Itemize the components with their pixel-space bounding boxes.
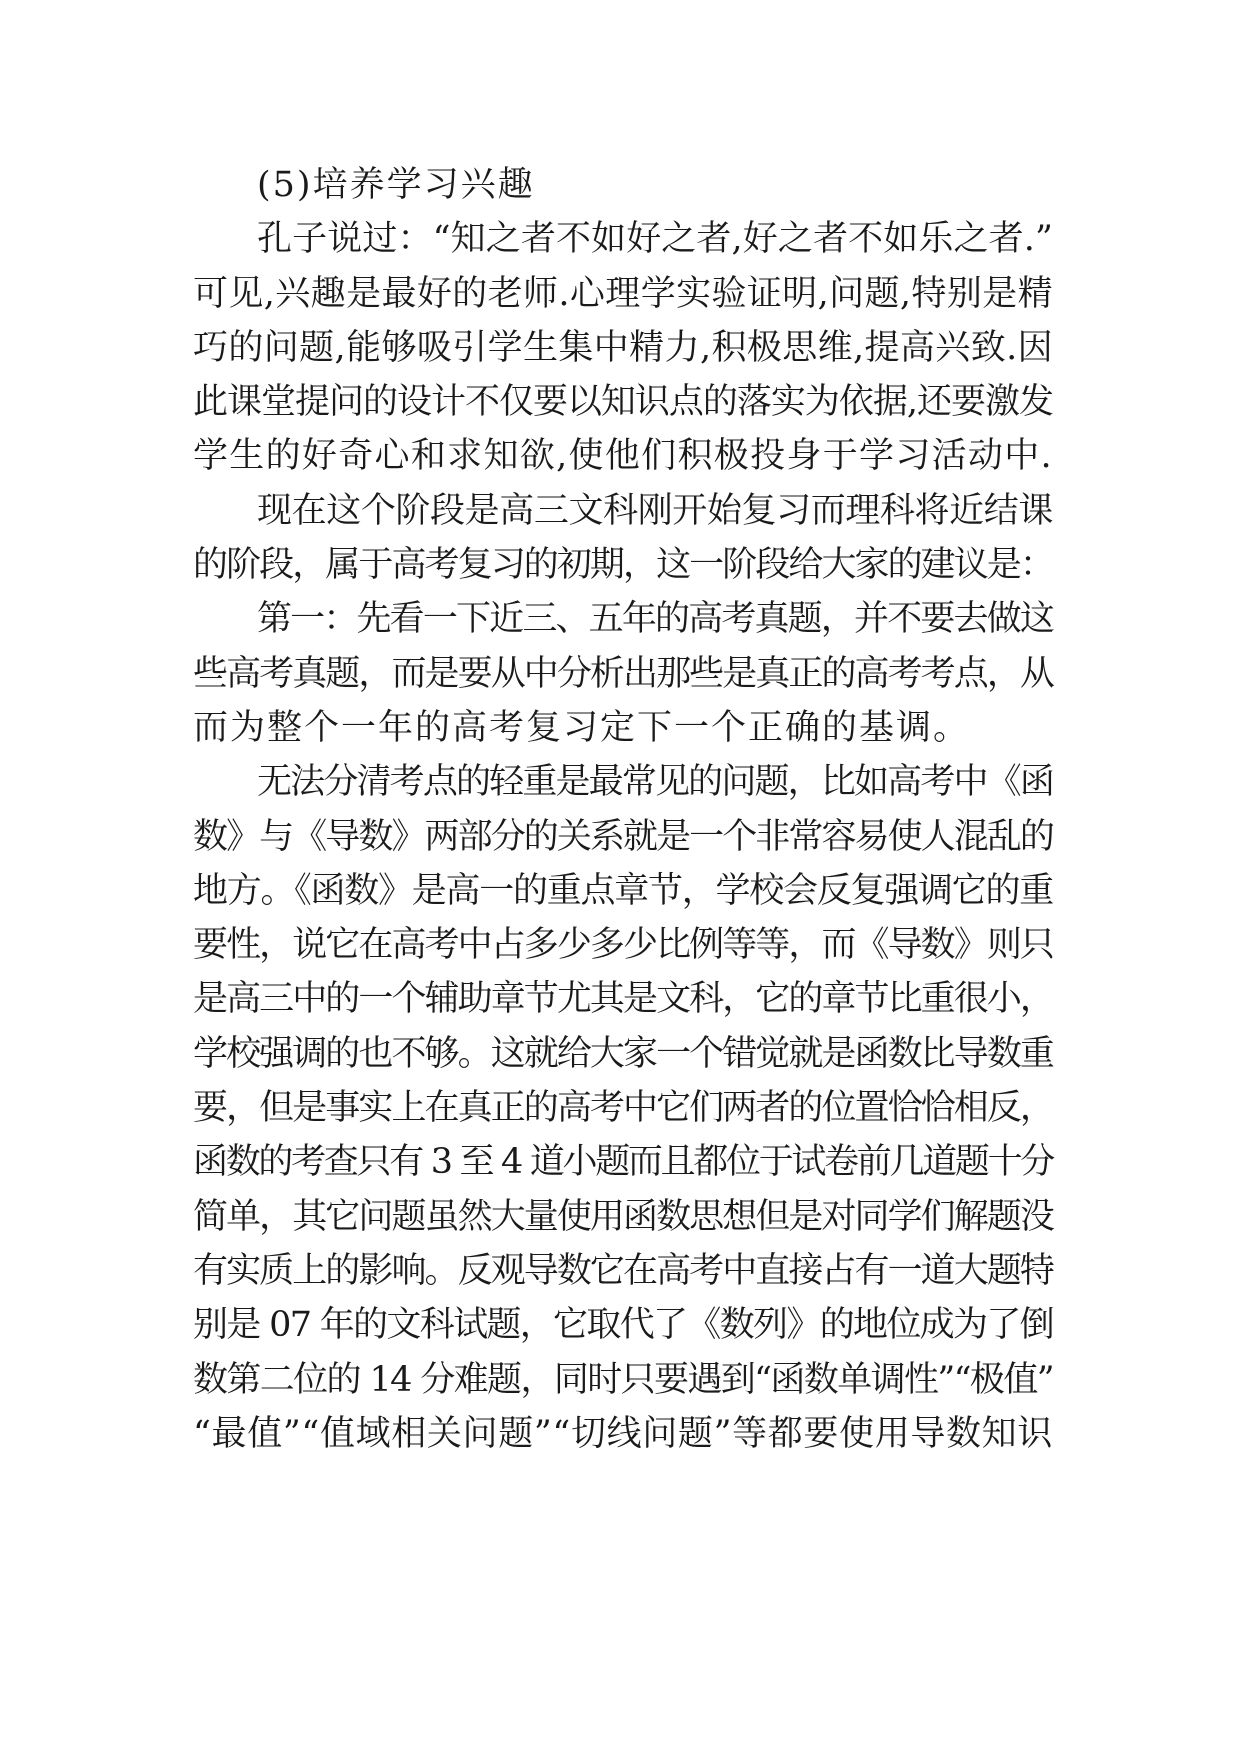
paragraph-line: 无法分清考点的轻重是最常见的问题，比如高考中《函 bbox=[257, 762, 1053, 803]
paragraph-line: 是高三中的一个辅助章节尤其是文科，它的章节比重很小， bbox=[193, 979, 1053, 1020]
paragraph-line: 学生的好奇心和求知欲,使他们积极投身于学习活动中. bbox=[193, 436, 1053, 477]
paragraph-line: “最值”“值域相关问题”“切线问题”等都要使用导数知识 bbox=[193, 1413, 1053, 1454]
paragraph-line: 有实质上的影响。反观导数它在高考中直接占有一道大题特 bbox=[193, 1250, 1053, 1291]
paragraph-line: 别是 07 年的文科试题，它取代了《数列》的地位成为了倒 bbox=[193, 1305, 1053, 1346]
paragraph-line: 学校强调的也不够。这就给大家一个错觉就是函数比导数重 bbox=[193, 1033, 1053, 1074]
paragraph-line: 巧的问题,能够吸引学生集中精力,积极思维,提高兴致.因 bbox=[193, 327, 1053, 368]
paragraph-line: 地方。《函数》是高一的重点章节，学校会反复强调它的重 bbox=[193, 870, 1053, 911]
section-heading: (5)培养学习兴趣 bbox=[257, 165, 535, 205]
paragraph-line: 简单，其它问题虽然大量使用函数思想但是对同学们解题没 bbox=[193, 1196, 1053, 1237]
paragraph-line: 函数的考查只有 3 至 4 道小题而且都位于试卷前几道题十分 bbox=[193, 1142, 1053, 1183]
paragraph-line: 数第二位的 14 分难题，同时只要遇到“函数单调性”“极值” bbox=[193, 1359, 1053, 1400]
paragraph-line: 要，但是事实上在真正的高考中它们两者的位置恰恰相反， bbox=[193, 1088, 1053, 1129]
paragraph-line: 此课堂提问的设计不仅要以知识点的落实为依据,还要激发 bbox=[193, 382, 1053, 423]
paragraph-line: 数》与《导数》两部分的关系就是一个非常容易使人混乱的 bbox=[193, 816, 1053, 857]
paragraph-line: 第一：先看一下近三、五年的高考真题，并不要去做这 bbox=[257, 599, 1053, 640]
paragraph-line: 可见,兴趣是最好的老师.心理学实验证明,问题,特别是精 bbox=[193, 273, 1053, 314]
paragraph-line: 的阶段，属于高考复习的初期，这一阶段给大家的建议是： bbox=[193, 545, 1053, 586]
paragraph-line: 现在这个阶段是高三文科刚开始复习而理科将近结课 bbox=[257, 490, 1053, 531]
paragraph-line: 要性，说它在高考中占多少多少比例等等，而《导数》则只 bbox=[193, 925, 1053, 966]
paragraph-line: 孔子说过：“知之者不如好之者,好之者不如乐之者.” bbox=[257, 219, 1053, 260]
document-body bbox=[193, 158, 1053, 1461]
paragraph-line: 些高考真题，而是要从中分析出那些是真正的高考考点，从 bbox=[193, 653, 1053, 694]
paragraph-line: 而为整个一年的高考复习定下一个正确的基调。 bbox=[193, 707, 971, 748]
